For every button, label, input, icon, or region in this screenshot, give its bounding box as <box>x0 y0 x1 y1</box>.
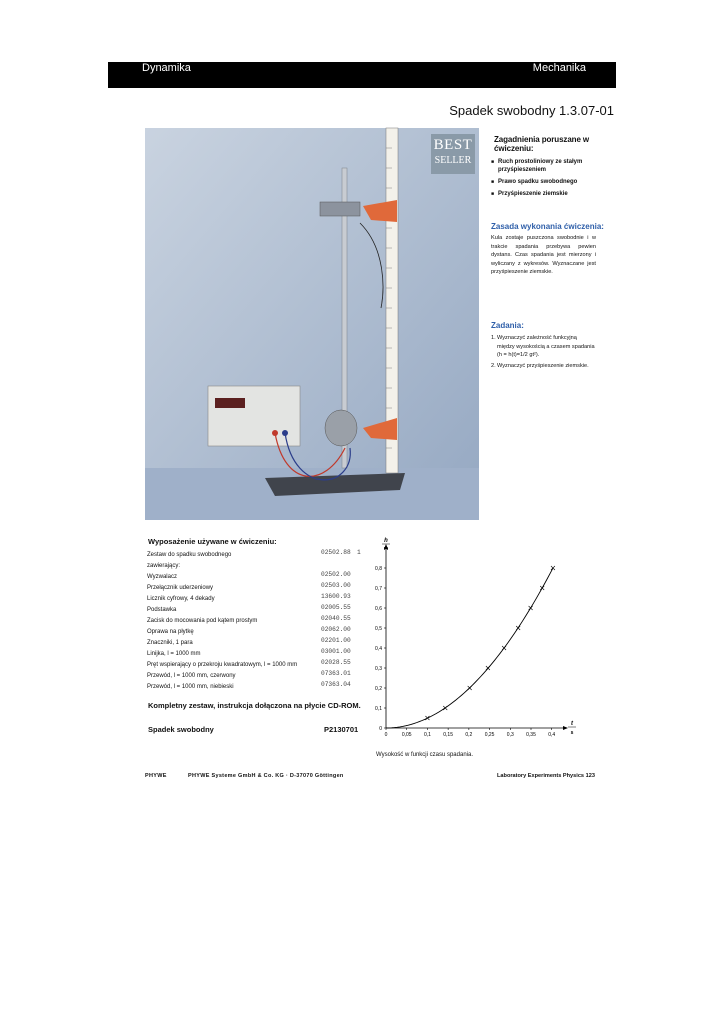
set-code: P2130701 <box>324 725 359 734</box>
equipment-name: Zacisk do mocowania pod kątem prostym <box>147 618 258 624</box>
list-item <box>491 178 601 186</box>
topic-text: Prawo spadku swobodnego <box>498 179 578 185</box>
y-tick-label: 0,3 <box>375 666 382 672</box>
y-tick-label: 0,4 <box>375 646 382 652</box>
equipment-qty: 1 <box>357 549 361 556</box>
bullet-icon: ■ <box>491 191 495 197</box>
x-tick-label: 0,15 <box>443 732 454 738</box>
equipment-code: 13600.93 <box>321 593 351 600</box>
footer-brand: PHYWE <box>145 773 167 779</box>
topics-heading: Zagadnienia poruszane w ćwiczeniu: <box>494 135 590 153</box>
equipment-name: Znaczniki, 1 para <box>147 640 193 646</box>
table-row <box>147 659 367 670</box>
series-line <box>386 568 553 728</box>
equipment-code: 02028.55 <box>321 659 351 666</box>
x-tick-label: 0,1 <box>423 732 431 738</box>
equipment-code: 02502.88 <box>321 549 351 556</box>
experiment-photo <box>145 128 479 520</box>
tasks-list <box>491 334 596 372</box>
set-name: Spadek swobodny <box>148 725 214 734</box>
task-number: 2. <box>491 362 496 369</box>
tasks-heading: Zadania: <box>491 321 524 330</box>
table-row <box>147 593 367 604</box>
equipment-name: Oprawa na płytkę <box>147 629 194 635</box>
list-item <box>491 158 601 174</box>
complete-set-note: Kompletny zestaw, instrukcja dołączona na płycie CD-ROM. <box>148 701 361 710</box>
header-category-label: Mechanika <box>532 62 586 74</box>
table-row <box>147 560 367 571</box>
bullet-icon: ■ <box>491 179 495 185</box>
table-row <box>147 648 367 659</box>
equipment-code: 02503.00 <box>321 582 351 589</box>
table-row <box>147 626 367 637</box>
principle-text: Kula zostaje puszczona swobodnie i w trakcie spadania przebywa pewien dystans. Czas spadania jest mierzony i wyliczany z wykresów. Wyznaczane jest przyśpieszenie ziemskie. <box>491 235 596 276</box>
equipment-name: Przewód, l = 1000 mm, czerwony <box>147 673 236 679</box>
list-item <box>491 334 596 360</box>
x-tick-label: 0 <box>384 732 388 738</box>
equipment-code: 02062.00 <box>321 626 351 633</box>
best-seller-badge <box>431 134 475 174</box>
equipment-name: Przełącznik uderzeniowy <box>147 585 214 591</box>
table-row <box>147 571 367 582</box>
equipment-code: 02201.00 <box>321 637 351 644</box>
list-item <box>491 190 601 198</box>
table-row <box>147 582 367 593</box>
y-tick-label: 0,6 <box>375 606 382 612</box>
header-section-label: Dynamika <box>142 62 191 74</box>
equipment-code: 03001.00 <box>321 648 351 655</box>
chart-caption: Wysokość w funkcji czasu spadania. <box>376 752 473 758</box>
table-row <box>147 637 367 648</box>
equipment-name: Linijka, l = 1000 mm <box>147 651 201 657</box>
list-item <box>491 362 596 371</box>
task-text: Wyznaczyć zależność funkcyjną między wysokością a czasem spadania (h = h(t)=1/2 gt²). <box>497 335 595 359</box>
principle-heading: Zasada wykonania ćwiczenia: <box>491 222 604 231</box>
page-title: Spadek swobodny 1.3.07-01 <box>449 103 614 118</box>
x-tick-label: 0,2 <box>465 732 473 738</box>
equipment-list <box>147 549 367 692</box>
x-axis-quantity: t <box>571 721 573 727</box>
y-tick-label: 0,7 <box>375 586 382 592</box>
x-tick-label: 0,3 <box>506 732 514 738</box>
y-tick-label: 0,8 <box>375 566 382 572</box>
footer-page-info: Laboratory Experiments Physics 123 <box>497 773 595 779</box>
table-row <box>147 549 367 560</box>
height-vs-time-chart <box>362 538 574 742</box>
badge-line-1: BEST <box>433 137 473 153</box>
equipment-code: 07363.01 <box>321 670 351 677</box>
equipment-name: Przewód, l = 1000 mm, niebieski <box>147 684 234 690</box>
x-axis-unit: s <box>570 730 574 736</box>
table-row <box>147 670 367 681</box>
equipment-name: Licznik cyfrowy, 4 dekady <box>147 596 215 602</box>
equipment-name: Pręt wspierający o przekroju kwadratowym, l = 1000 mm <box>147 662 298 668</box>
y-axis-unit: m <box>383 546 389 552</box>
equipment-code: 07363.04 <box>321 681 351 688</box>
table-row <box>147 681 367 692</box>
y-tick-label: 0,5 <box>375 626 382 632</box>
topics-list <box>491 158 601 202</box>
topic-text: Przyśpieszenie ziemskie <box>498 191 568 197</box>
table-row <box>147 604 367 615</box>
equipment-code: 02005.55 <box>321 604 351 611</box>
task-text: Wyznaczyć przyśpieszenie ziemskie. <box>497 362 589 369</box>
x-tick-label: 0,35 <box>526 732 536 738</box>
equipment-name: zawierający: <box>147 563 181 569</box>
footer-address: PHYWE Systeme GmbH & Co. KG · D-37070 Göttingen <box>188 773 344 779</box>
bullet-icon: ■ <box>491 159 495 165</box>
topic-text: Ruch prostoliniowy ze stałym przyśpieszeniem <box>498 159 583 173</box>
equipment-name: Podstawka <box>147 607 177 613</box>
x-axis-arrow <box>563 726 568 730</box>
y-tick-label: 0,2 <box>375 686 382 692</box>
badge-line-2: SELLER <box>434 155 472 166</box>
equipment-name: Zestaw do spadku swobodnego <box>147 552 232 558</box>
x-tick-label: 0,25 <box>484 732 495 738</box>
equipment-heading: Wyposażenie używane w ćwiczeniu: <box>148 537 277 546</box>
y-tick-label: 0 <box>379 726 382 732</box>
header-bar <box>108 62 616 88</box>
equipment-code: 02040.55 <box>321 615 351 622</box>
x-tick-label: 0,4 <box>548 732 556 738</box>
x-tick-label: 0,05 <box>401 732 412 738</box>
equipment-name: Wyzwalacz <box>147 574 177 580</box>
task-number: 1. <box>491 335 496 341</box>
table-row <box>147 615 367 626</box>
y-axis-quantity: h <box>384 538 388 544</box>
equipment-code: 02502.00 <box>321 571 351 578</box>
y-tick-label: 0,1 <box>375 706 382 712</box>
